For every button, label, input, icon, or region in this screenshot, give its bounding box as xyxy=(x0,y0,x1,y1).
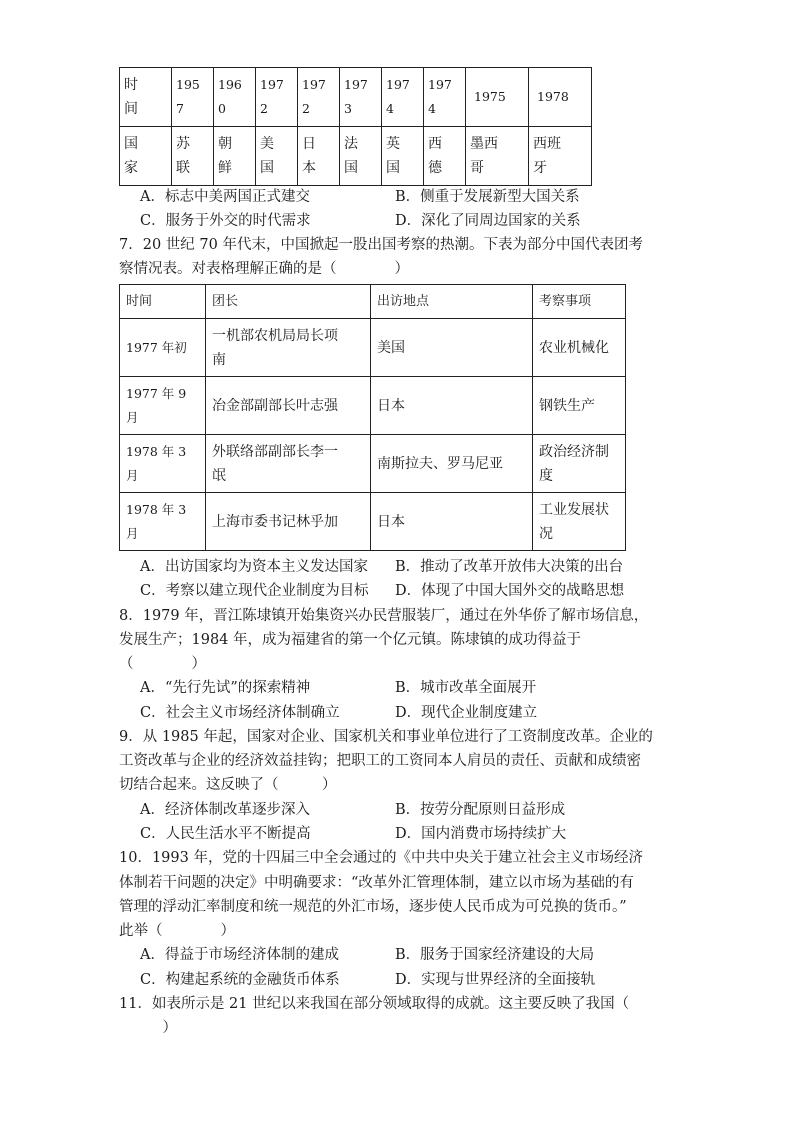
table-cell: 苏 联 xyxy=(172,127,214,186)
q8-option-a: A．“先行先试”的探索精神 xyxy=(140,680,311,696)
table-row xyxy=(120,127,592,186)
q8-stem-line: 8．1979 年，晋江陈埭镇开始集资兴办民营服装厂，通过在外华侨了解市场信息， xyxy=(119,608,649,624)
q6-option-c: C．服务于外交的时代需求 xyxy=(140,213,311,229)
q6-option-a: A．标志中美两国正式建交 xyxy=(140,189,310,205)
table-cell: 国 家 xyxy=(120,127,172,186)
table-header-row xyxy=(120,285,626,319)
table-header: 团长 xyxy=(206,285,371,319)
table-cell: 197 2 xyxy=(256,68,298,127)
table-cell: 美国 xyxy=(371,319,533,377)
q8-option-d: D．现代企业制度建立 xyxy=(395,705,538,721)
q11-stem-line: ） xyxy=(119,1020,177,1036)
table-row xyxy=(120,319,626,377)
q8-stem-line: （ ） xyxy=(119,656,206,672)
table-header: 出访地点 xyxy=(371,285,533,319)
q7-stem-line: 察情况表。对表格理解正确的是（ ） xyxy=(119,261,409,277)
table-row xyxy=(120,493,626,551)
table-cell: 西班 牙 xyxy=(529,127,592,186)
table-cell: 时 间 xyxy=(120,68,172,127)
q9-stem-line: 切结合起来。这反映了（ ） xyxy=(119,777,337,793)
table-row xyxy=(120,435,626,493)
q8-option-c: C．社会主义市场经济体制确立 xyxy=(140,705,340,721)
table-cell: 197 4 xyxy=(424,68,466,127)
table-cell: 1977 年 9 月 xyxy=(120,377,206,435)
table-cell: 法 国 xyxy=(340,127,382,186)
q9-stem-line: 9．从 1985 年起，国家对企业、国家机关和事业单位进行了工资制度改革。企业的 xyxy=(119,729,653,745)
q10-stem-line: 10．1993 年，党的十四届三中全会通过的《中共中央关于建立社会主义市场经济 xyxy=(119,850,643,866)
q6-option-b: B．侧重于发展新型大国关系 xyxy=(395,189,580,205)
q9-option-c: C．人民生活水平不断提高 xyxy=(140,826,311,842)
table-cell: 197 4 xyxy=(382,68,424,127)
q10-option-a: A．得益于市场经济体制的建成 xyxy=(140,947,339,963)
table-cell: 1975 xyxy=(466,68,529,127)
table-cell: 墨西 哥 xyxy=(466,127,529,186)
table-cell: 冶金部副部长叶志强 xyxy=(206,377,371,435)
table-header: 考察事项 xyxy=(533,285,626,319)
table-cell: 上海市委书记林乎加 xyxy=(206,493,371,551)
q8-stem-line: 发展生产；1984 年，成为福建省的第一个亿元镇。陈埭镇的成功得益于 xyxy=(119,632,582,648)
q7-stem-line: 7．20 世纪 70 年代末，中国掀起一股出国考察的热潮。下表为部分中国代表团考 xyxy=(119,237,643,253)
q10-stem-line: 此举（ ） xyxy=(119,923,235,939)
table-row xyxy=(120,377,626,435)
table-cell: 1978 年 3 月 xyxy=(120,435,206,493)
table-cell: 朝 鲜 xyxy=(214,127,256,186)
table-cell: 一机部农机局局长项 南 xyxy=(206,319,371,377)
table-cell: 195 7 xyxy=(172,68,214,127)
q9-option-a: A．经济体制改革逐步深入 xyxy=(140,802,310,818)
table-cell: 南斯拉夫、罗马尼亚 xyxy=(371,435,533,493)
delegation-table xyxy=(119,284,626,551)
table-cell: 美 国 xyxy=(256,127,298,186)
q10-option-c: C．构建起系统的金融货币体系 xyxy=(140,972,340,988)
table-cell: 日 本 xyxy=(298,127,340,186)
q7-option-a: A．出访国家均为资本主义发达国家 xyxy=(140,559,368,575)
table-cell: 政治经济制 度 xyxy=(533,435,626,493)
table-cell: 196 0 xyxy=(214,68,256,127)
table-cell: 工业发展状 况 xyxy=(533,493,626,551)
q10-option-b: B．服务于国家经济建设的大局 xyxy=(395,947,595,963)
table-header: 时间 xyxy=(120,285,206,319)
table-cell: 农业机械化 xyxy=(533,319,626,377)
q10-stem-line: 体制若干问题的决定》中明确要求：“改革外汇管理体制，建立以市场为基础的有 xyxy=(119,875,634,891)
q7-option-c: C．考察以建立现代企业制度为目标 xyxy=(140,583,369,599)
table-cell: 197 3 xyxy=(340,68,382,127)
q7-option-b: B．推动了改革开放伟大决策的出台 xyxy=(395,559,624,575)
table-cell: 1978 年 3 月 xyxy=(120,493,206,551)
table-row xyxy=(120,68,592,127)
q7-option-d: D．体现了中国大国外交的战略思想 xyxy=(395,583,625,599)
table-cell: 日本 xyxy=(371,377,533,435)
table-cell: 英 国 xyxy=(382,127,424,186)
table-cell: 197 2 xyxy=(298,68,340,127)
q10-stem-line: 管理的浮动汇率制度和统一规范的外汇市场，逐步使人民币成为可兑换的货币。” xyxy=(119,899,627,915)
q8-option-b: B．城市改革全面展开 xyxy=(395,680,537,696)
q9-stem-line: 工资改革与企业的经济效益挂钩；把职工的工资同本人肩员的责任、贡献和成绩密 xyxy=(119,753,641,769)
table-cell: 西 德 xyxy=(424,127,466,186)
table-cell: 钢铁生产 xyxy=(533,377,626,435)
q10-option-d: D．实现与世界经济的全面接轨 xyxy=(395,972,596,988)
table-cell: 外联络部副部长李一 氓 xyxy=(206,435,371,493)
q9-option-b: B．按劳分配原则日益形成 xyxy=(395,802,566,818)
q9-option-d: D．国内消费市场持续扩大 xyxy=(395,826,567,842)
q11-stem-line: 11．如表所示是 21 世纪以来我国在部分领域取得的成就。这主要反映了我国（ xyxy=(119,996,630,1012)
q6-option-d: D．深化了同周边国家的关系 xyxy=(395,213,581,229)
table-cell: 日本 xyxy=(371,493,533,551)
diplomacy-table xyxy=(119,67,592,186)
table-cell: 1977 年初 xyxy=(120,319,206,377)
table-cell: 1978 xyxy=(529,68,592,127)
